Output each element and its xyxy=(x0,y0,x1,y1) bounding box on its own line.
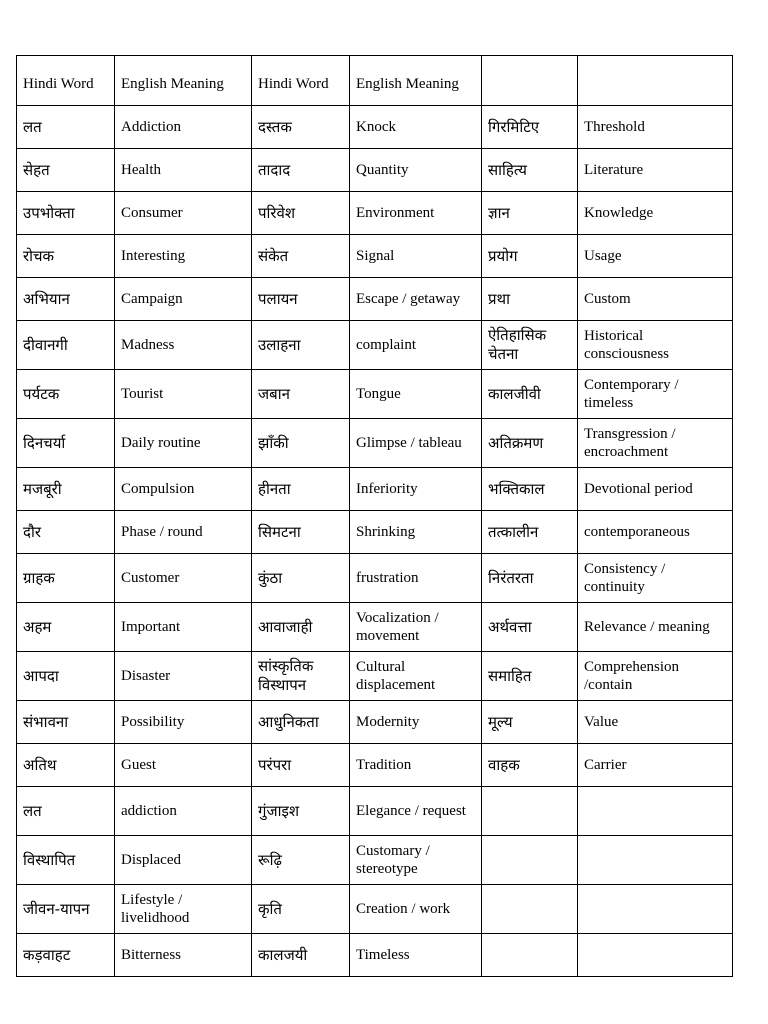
hindi-word-cell: परिवेश xyxy=(252,192,350,235)
english-meaning-cell: Campaign xyxy=(115,278,252,321)
english-meaning-cell: frustration xyxy=(350,554,482,603)
english-meaning-cell: Tongue xyxy=(350,370,482,419)
hindi-word-cell: जीवन-यापन xyxy=(17,885,115,934)
table-row xyxy=(17,701,733,744)
hindi-word-cell: रोचक xyxy=(17,235,115,278)
hindi-word-cell: समाहित xyxy=(482,652,578,701)
hindi-word-cell: ग्राहक xyxy=(17,554,115,603)
table-body xyxy=(17,56,733,977)
table-row xyxy=(17,106,733,149)
english-meaning-cell: Transgression / encroachment xyxy=(578,419,733,468)
english-meaning-cell: Disaster xyxy=(115,652,252,701)
hindi-word-cell: दिनचर्या xyxy=(17,419,115,468)
hindi-word-cell: सांस्कृतिक विस्थापन xyxy=(252,652,350,701)
table-row xyxy=(17,370,733,419)
table-row xyxy=(17,278,733,321)
vocabulary-table xyxy=(16,55,733,977)
english-meaning-cell: Tourist xyxy=(115,370,252,419)
hindi-word-cell: हीनता xyxy=(252,468,350,511)
table-row xyxy=(17,934,733,977)
hindi-word-cell: कालजयी xyxy=(252,934,350,977)
english-meaning-cell: Environment xyxy=(350,192,482,235)
table-row xyxy=(17,652,733,701)
english-meaning-cell xyxy=(578,836,733,885)
hindi-word-cell: ऐतिहासिक चेतना xyxy=(482,321,578,370)
hindi-word-cell: लत xyxy=(17,106,115,149)
english-meaning-cell: Escape / getaway xyxy=(350,278,482,321)
header-row xyxy=(17,56,733,106)
hindi-word-cell: साहित्य xyxy=(482,149,578,192)
english-meaning-cell: Health xyxy=(115,149,252,192)
english-meaning-cell: Threshold xyxy=(578,106,733,149)
header-cell-6 xyxy=(578,56,733,106)
table-row xyxy=(17,235,733,278)
hindi-word-cell: गिरमिटिए xyxy=(482,106,578,149)
english-meaning-cell: contemporaneous xyxy=(578,511,733,554)
hindi-word-cell xyxy=(482,836,578,885)
header-cell-english-meaning-1: English Meaning xyxy=(115,56,252,106)
english-meaning-cell: Historical consciousness xyxy=(578,321,733,370)
english-meaning-cell: Compulsion xyxy=(115,468,252,511)
english-meaning-cell: Madness xyxy=(115,321,252,370)
english-meaning-cell: Relevance / meaning xyxy=(578,603,733,652)
english-meaning-cell: Customary / stereotype xyxy=(350,836,482,885)
table-row xyxy=(17,468,733,511)
english-meaning-cell: Contemporary / timeless xyxy=(578,370,733,419)
hindi-word-cell: कृति xyxy=(252,885,350,934)
english-meaning-cell: Usage xyxy=(578,235,733,278)
english-meaning-cell: Quantity xyxy=(350,149,482,192)
english-meaning-cell: Phase / round xyxy=(115,511,252,554)
english-meaning-cell: Knowledge xyxy=(578,192,733,235)
hindi-word-cell: प्रथा xyxy=(482,278,578,321)
hindi-word-cell: अतिथ xyxy=(17,744,115,787)
hindi-word-cell: रूढ़ि xyxy=(252,836,350,885)
english-meaning-cell: Interesting xyxy=(115,235,252,278)
hindi-word-cell: पर्यटक xyxy=(17,370,115,419)
hindi-word-cell: संकेत xyxy=(252,235,350,278)
header-cell-5 xyxy=(482,56,578,106)
hindi-word-cell: संभावना xyxy=(17,701,115,744)
hindi-word-cell: अभियान xyxy=(17,278,115,321)
hindi-word-cell: कड़वाहट xyxy=(17,934,115,977)
hindi-word-cell: आपदा xyxy=(17,652,115,701)
hindi-word-cell: विस्थापित xyxy=(17,836,115,885)
hindi-word-cell: ज्ञान xyxy=(482,192,578,235)
table-row xyxy=(17,603,733,652)
english-meaning-cell: Custom xyxy=(578,278,733,321)
table-row xyxy=(17,836,733,885)
hindi-word-cell: आधुनिकता xyxy=(252,701,350,744)
english-meaning-cell: complaint xyxy=(350,321,482,370)
english-meaning-cell xyxy=(578,934,733,977)
english-meaning-cell: Bitterness xyxy=(115,934,252,977)
english-meaning-cell: Timeless xyxy=(350,934,482,977)
hindi-word-cell: वाहक xyxy=(482,744,578,787)
english-meaning-cell: Customer xyxy=(115,554,252,603)
hindi-word-cell: निरंतरता xyxy=(482,554,578,603)
english-meaning-cell: Cultural displacement xyxy=(350,652,482,701)
table-row xyxy=(17,149,733,192)
english-meaning-cell: Consistency / continuity xyxy=(578,554,733,603)
english-meaning-cell: Tradition xyxy=(350,744,482,787)
hindi-word-cell xyxy=(482,787,578,836)
hindi-word-cell: मजबूरी xyxy=(17,468,115,511)
english-meaning-cell: Elegance / request xyxy=(350,787,482,836)
table-row xyxy=(17,511,733,554)
table-row xyxy=(17,787,733,836)
table-row xyxy=(17,419,733,468)
hindi-word-cell: उपभोक्ता xyxy=(17,192,115,235)
table-row xyxy=(17,192,733,235)
english-meaning-cell: Vocalization / movement xyxy=(350,603,482,652)
hindi-word-cell: अहम xyxy=(17,603,115,652)
hindi-word-cell: सेहत xyxy=(17,149,115,192)
hindi-word-cell: उलाहना xyxy=(252,321,350,370)
english-meaning-cell: Carrier xyxy=(578,744,733,787)
hindi-word-cell: कालजीवी xyxy=(482,370,578,419)
english-meaning-cell: Literature xyxy=(578,149,733,192)
hindi-word-cell: मूल्य xyxy=(482,701,578,744)
english-meaning-cell: Important xyxy=(115,603,252,652)
hindi-word-cell: अतिक्रमण xyxy=(482,419,578,468)
english-meaning-cell xyxy=(578,787,733,836)
hindi-word-cell: सिमटना xyxy=(252,511,350,554)
hindi-word-cell: दस्तक xyxy=(252,106,350,149)
table-row xyxy=(17,744,733,787)
hindi-word-cell: लत xyxy=(17,787,115,836)
hindi-word-cell: जबान xyxy=(252,370,350,419)
hindi-word-cell xyxy=(482,934,578,977)
english-meaning-cell: Signal xyxy=(350,235,482,278)
header-cell-english-meaning-2: English Meaning xyxy=(350,56,482,106)
hindi-word-cell: प्रयोग xyxy=(482,235,578,278)
english-meaning-cell: Glimpse / tableau xyxy=(350,419,482,468)
english-meaning-cell: Comprehension /contain xyxy=(578,652,733,701)
english-meaning-cell: Daily routine xyxy=(115,419,252,468)
english-meaning-cell: Guest xyxy=(115,744,252,787)
english-meaning-cell: Shrinking xyxy=(350,511,482,554)
hindi-word-cell: दौर xyxy=(17,511,115,554)
table-row xyxy=(17,321,733,370)
english-meaning-cell: Possibility xyxy=(115,701,252,744)
english-meaning-cell: Inferiority xyxy=(350,468,482,511)
hindi-word-cell xyxy=(482,885,578,934)
english-meaning-cell: Lifestyle / livelidhood xyxy=(115,885,252,934)
table-row xyxy=(17,885,733,934)
english-meaning-cell: Addiction xyxy=(115,106,252,149)
hindi-word-cell: परंपरा xyxy=(252,744,350,787)
hindi-word-cell: कुंठा xyxy=(252,554,350,603)
english-meaning-cell: Devotional period xyxy=(578,468,733,511)
hindi-word-cell: आवाजाही xyxy=(252,603,350,652)
hindi-word-cell: दीवानगी xyxy=(17,321,115,370)
hindi-word-cell: पलायन xyxy=(252,278,350,321)
hindi-word-cell: झाँकी xyxy=(252,419,350,468)
english-meaning-cell: Knock xyxy=(350,106,482,149)
hindi-word-cell: गुंजाइश xyxy=(252,787,350,836)
header-cell-hindi-word-1: Hindi Word xyxy=(17,56,115,106)
hindi-word-cell: तादाद xyxy=(252,149,350,192)
header-cell-hindi-word-2: Hindi Word xyxy=(252,56,350,106)
english-meaning-cell: Displaced xyxy=(115,836,252,885)
english-meaning-cell: Consumer xyxy=(115,192,252,235)
english-meaning-cell: Creation / work xyxy=(350,885,482,934)
hindi-word-cell: अर्थवत्ता xyxy=(482,603,578,652)
english-meaning-cell xyxy=(578,885,733,934)
english-meaning-cell: addiction xyxy=(115,787,252,836)
table-row xyxy=(17,554,733,603)
english-meaning-cell: Modernity xyxy=(350,701,482,744)
hindi-word-cell: तत्कालीन xyxy=(482,511,578,554)
english-meaning-cell: Value xyxy=(578,701,733,744)
hindi-word-cell: भक्तिकाल xyxy=(482,468,578,511)
